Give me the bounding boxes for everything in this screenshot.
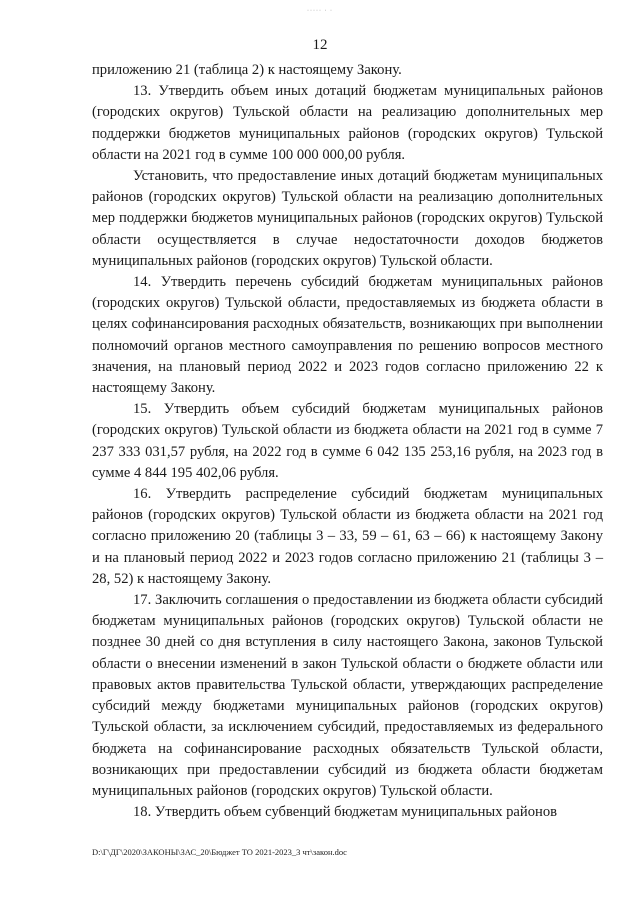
paragraph-item-16: 16. Утвердить распределение субсидий бюджетам муниципальных районов (городских округов) Тульской области из бюджета области на 2021 год согласно приложению 20 (таблицы 3 – 33, 59 – 61, 63 – 66) к настоящему Закону и на плановый период 2022 и 2023 годов согласно приложению 21 (таблицы 3 – 28, 52) к настоящему Закону. xyxy=(92,486,603,587)
paragraph-item-13-establish: Установить, что предоставление иных дотаций бюджетам муниципальных районов (городских округов) Тульской области на реализацию дополнительных мер поддержки бюджетов муниципальных районов (городских округов) Тульской области осуществляется в случае недостаточности доходов бюджетов муниципальных районов (городских округов) Тульской области. xyxy=(92,168,603,269)
page-number: 12 xyxy=(312,37,328,53)
paragraph-continuation: приложению 21 (таблица 2) к настоящему Закону. xyxy=(92,62,402,78)
paragraph-item-14: 14. Утвердить перечень субсидий бюджетам муниципальных районов (городских округов) Тульской области, предоставляемых из бюджета области в целях софинансирования расходных обязательств, возникающих при выполнении полномочий органов местного самоуправления по решению вопросов местного значения, на плановый период 2022 и 2023 годов согласно приложению 22 к настоящему Закону. xyxy=(92,274,603,397)
footer-file-path: D:\Г\ДГ\2020\ЗАКОНЫ\ЗАС_20\Бюджет ТО 2021-2023_3 чт\закон.doc xyxy=(92,847,347,857)
document-body xyxy=(92,60,603,823)
scan-artifact-mark: ····· · · xyxy=(307,8,333,14)
paragraph-item-13: 13. Утвердить объем иных дотаций бюджетам муниципальных районов (городских округов) Тульской области на реализацию дополнительных мер поддержки бюджетов муниципальных районов (городских округов) Тульской области на 2021 год в сумме 100 000 000,00 рубля. xyxy=(92,83,603,163)
paragraph-item-17: 17. Заключить соглашения о предоставлении из бюджета области субсидий бюджетам муниципальных районов (городских округов) Тульской области не позднее 30 дней со дня вступления в силу настоящего Закона, законов Тульской области о внесении изменений в закон Тульской области о бюджете области или правовых актов правительства Тульской области, утверждающих распределение субсидий между бюджетами муниципальных районов (городских округов) Тульской области, за исключением субсидий, предоставляемых из федерального бюджета на софинансирование расходных обязательств Тульской области, возникающих при предоставлении субсидий из бюджета области бюджетам муниципальных районов (городских округов) Тульской области. xyxy=(92,592,603,799)
paragraph-item-15: 15. Утвердить объем субсидий бюджетам муниципальных районов (городских округов) Тульской области из бюджета области на 2021 год в сумме 7 237 333 031,57 рубля, на 2022 год в сумме 6 042 135 253,16 рубля, на 2023 год в сумме 4 844 195 402,06 рубля. xyxy=(92,401,603,481)
paragraph-item-18: 18. Утвердить объем субвенций бюджетам муниципальных районов xyxy=(133,804,558,821)
